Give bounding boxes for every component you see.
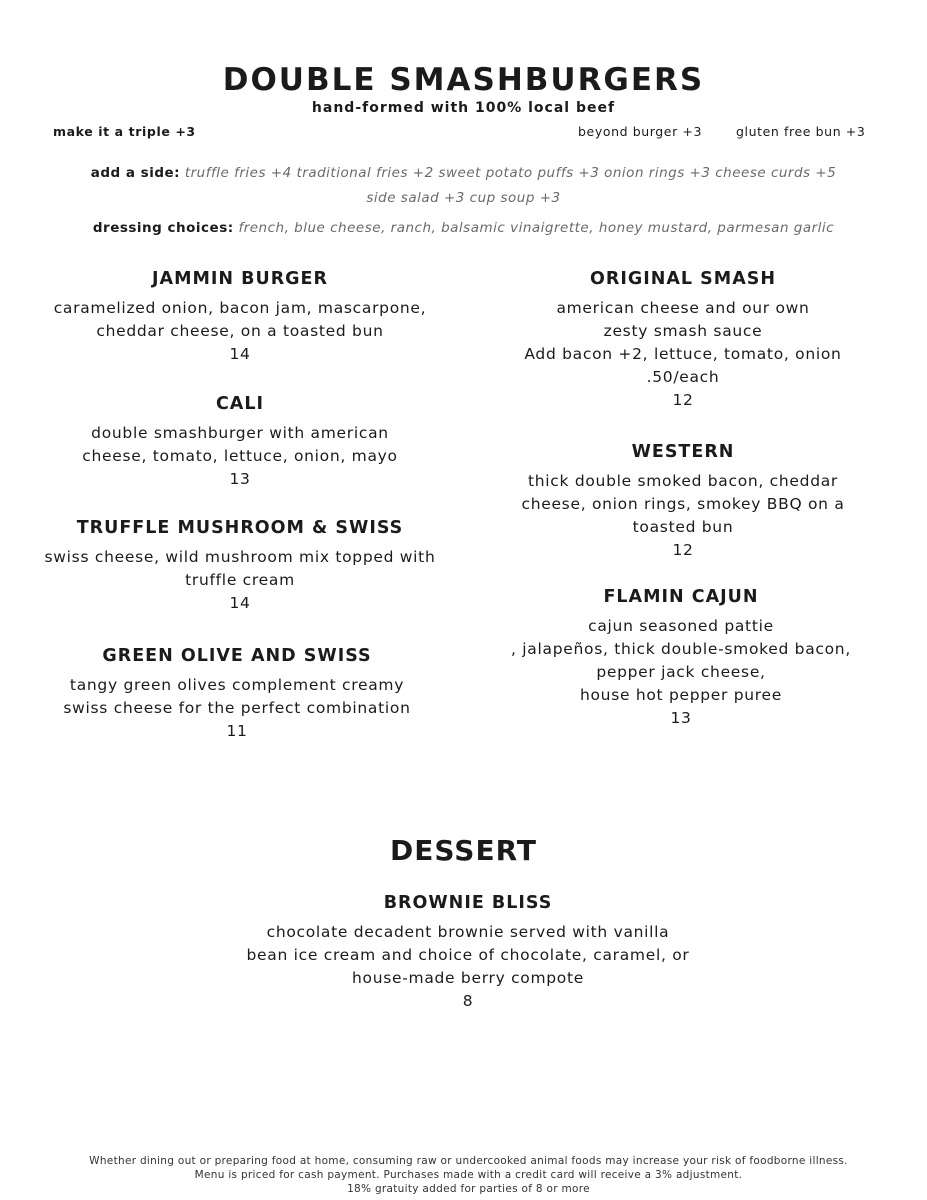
footer-line: Menu is priced for cash payment. Purchases made with a credit card will receive a 3% adjustment. <box>194 1169 743 1181</box>
item-price: 14 <box>229 594 251 612</box>
sides-list-2: side salad +3 cup soup +3 <box>366 190 561 206</box>
sides-list: truffle fries +4 traditional fries +2 sweet potato puffs +3 onion rings +3 cheese curds +5 <box>184 165 837 181</box>
triple-option: make it a triple +3 <box>53 124 196 139</box>
item-description: thick double smoked bacon, cheddar cheese, onion rings, smokey BBQ on a toasted bun <box>521 472 845 536</box>
item-price: 13 <box>670 709 692 727</box>
menu-item <box>20 518 460 615</box>
dressing-list: french, blue cheese, ranch, balsamic vinaigrette, honey mustard, parmesan garlic <box>238 220 835 236</box>
menu-item <box>20 394 460 491</box>
item-description: chocolate decadent brownie served with vanilla bean ice cream and choice of chocolate, caramel, or house-made berry compote <box>246 923 690 987</box>
footer-line: 18% gratuity added for parties of 8 or more <box>347 1183 590 1195</box>
item-description: swiss cheese, wild mushroom mix topped with truffle cream <box>44 548 436 589</box>
item-price: 13 <box>229 470 251 488</box>
sides-label: add a side: <box>90 165 181 181</box>
item-name: WESTERN <box>631 442 735 462</box>
menu-item <box>20 269 460 366</box>
menu-item <box>163 893 773 1013</box>
item-name: TRUFFLE MUSHROOM & SWISS <box>76 518 404 538</box>
item-description: caramelized onion, bacon jam, mascarpone, cheddar cheese, on a toasted bun <box>53 299 427 340</box>
item-description: tangy green olives complement creamy swiss cheese for the perfect combination <box>63 676 411 717</box>
item-name: CALI <box>215 394 265 414</box>
item-name: JAMMIN BURGER <box>152 269 328 289</box>
item-name: FLAMIN CAJUN <box>603 587 759 607</box>
item-description: double smashburger with american cheese, tomato, lettuce, onion, mayo <box>82 424 398 465</box>
page-title: DOUBLE SMASHBURGERS <box>222 62 705 98</box>
item-price: 12 <box>672 541 694 559</box>
menu-item <box>17 646 457 743</box>
item-name: ORIGINAL SMASH <box>590 269 776 289</box>
item-name: GREEN OLIVE AND SWISS <box>102 646 372 666</box>
item-description: cajun seasoned pattie , jalapeños, thick double-smoked bacon, pepper jack cheese, house hot pepper puree <box>511 617 851 704</box>
item-name: BROWNIE BLISS <box>383 893 553 913</box>
page-subtitle: hand-formed with 100% local beef <box>311 100 616 116</box>
dessert-title: DESSERT <box>390 834 537 867</box>
sides-line <box>0 161 927 186</box>
item-description: american cheese and our own zesty smash sauce Add bacon +2, lettuce, tomato, onion .50/each <box>524 299 842 386</box>
beyond-burger-option: beyond burger +3 <box>578 124 703 139</box>
footer-line: Whether dining out or preparing food at home, consuming raw or undercooked animal foods may increase your risk of foodborne illness. <box>89 1155 848 1167</box>
dressing-label: dressing choices: <box>92 220 234 236</box>
sides-line-2 <box>0 186 927 211</box>
item-price: 11 <box>226 722 248 740</box>
menu-item <box>463 269 903 412</box>
footer-disclaimer <box>0 1154 927 1196</box>
item-price: 8 <box>462 992 474 1010</box>
menu-item <box>463 442 903 562</box>
item-price: 12 <box>672 391 694 409</box>
gluten-free-option: gluten free bun +3 <box>736 124 866 139</box>
item-price: 14 <box>229 345 251 363</box>
dressing-line <box>0 216 927 241</box>
menu-item <box>461 587 901 730</box>
